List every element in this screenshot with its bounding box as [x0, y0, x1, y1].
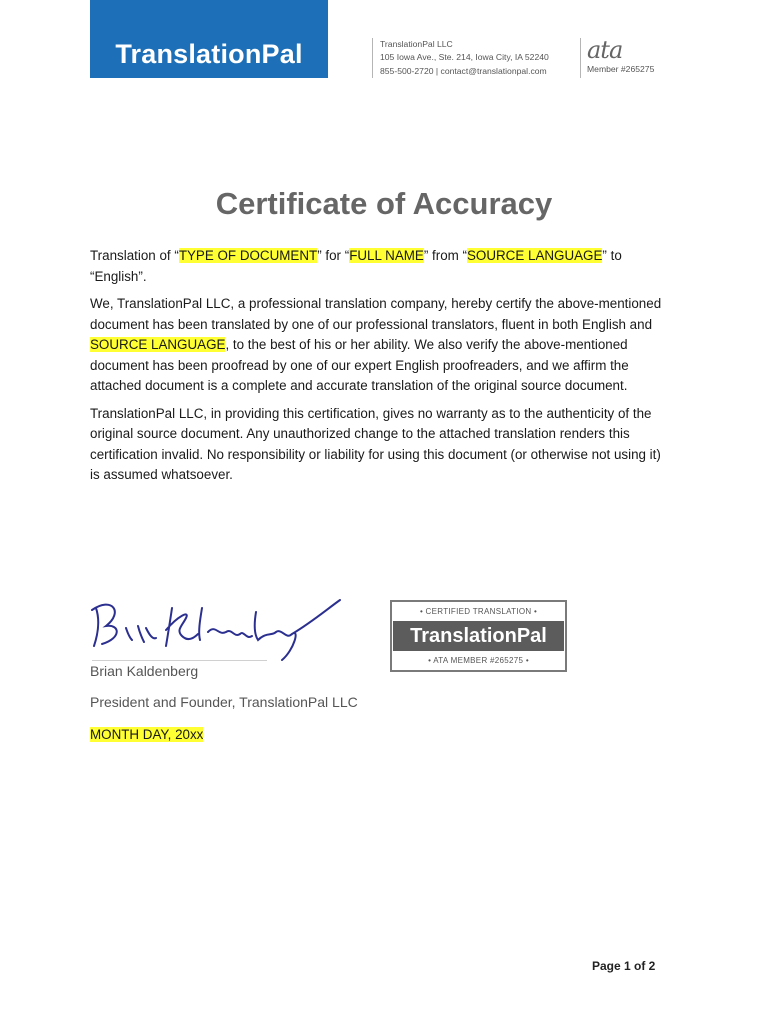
contact-block: [372, 38, 576, 78]
ata-logo-icon: ata: [587, 38, 623, 64]
text-run: ” for “: [317, 248, 350, 263]
text-run: ” to “English”.: [90, 248, 622, 284]
signer-title: President and Founder, TranslationPal LLC: [90, 694, 358, 710]
text-run: Translation of “: [90, 248, 179, 263]
certified-translation-stamp: [390, 600, 567, 672]
company-name: TranslationPal LLC: [380, 39, 453, 49]
placeholder-document-type: TYPE OF DOCUMENT: [178, 248, 318, 263]
paragraph-translation-info: [90, 246, 670, 287]
signature-date: [90, 727, 203, 742]
placeholder-source-language: SOURCE LANGUAGE: [90, 337, 226, 352]
text-run: We, TranslationPal LLC, a professional translation company, hereby certify the above-mentioned document has been translated by one of our professional translators, fluent in both English and: [90, 296, 662, 332]
signature-image: [86, 588, 346, 668]
page-number: Page 1 of 2: [592, 959, 656, 973]
ata-member-number: Member #265275: [587, 64, 655, 74]
certificate-body: [90, 246, 670, 493]
signature-line: [92, 660, 267, 661]
company-address: 105 Iowa Ave., Ste. 214, Iowa City, IA 52240: [380, 52, 549, 63]
company-logo: [90, 0, 328, 78]
placeholder-date: MONTH DAY, 20xx: [90, 727, 204, 742]
ata-membership: [580, 38, 660, 78]
logo-text: TranslationPal: [115, 39, 303, 69]
company-phone-email: 855-500-2720 | contact@translationpal.com: [380, 65, 547, 76]
paragraph-disclaimer: TranslationPal LLC, in providing this certification, gives no warranty as to the authenticity of the original source document. Any unauthorized change to the attached translation renders this certification invalid. No responsibility or liability for using this document (or otherwise not using it) is assumed whatsoever.: [90, 405, 661, 482]
signer-name: Brian Kaldenberg: [90, 663, 199, 679]
text-run: ” from “: [423, 248, 467, 263]
text-run: , to the best of his or her ability. We also verify the above-mentioned document has been proofread by one of our expert English proofreaders, and we affirm the attached document is a complete and accurate translation of the original source document.: [90, 337, 629, 393]
stamp-top-text: • CERTIFIED TRANSLATION •: [419, 607, 538, 616]
page-title: Certificate of Accuracy: [215, 186, 553, 221]
stamp-bottom-text: • ATA MEMBER #265275 •: [428, 656, 529, 665]
paragraph-certification: [90, 294, 670, 397]
placeholder-full-name: FULL NAME: [349, 248, 424, 263]
placeholder-source-language: SOURCE LANGUAGE: [466, 248, 603, 263]
stamp-brand: TranslationPal: [393, 621, 564, 651]
